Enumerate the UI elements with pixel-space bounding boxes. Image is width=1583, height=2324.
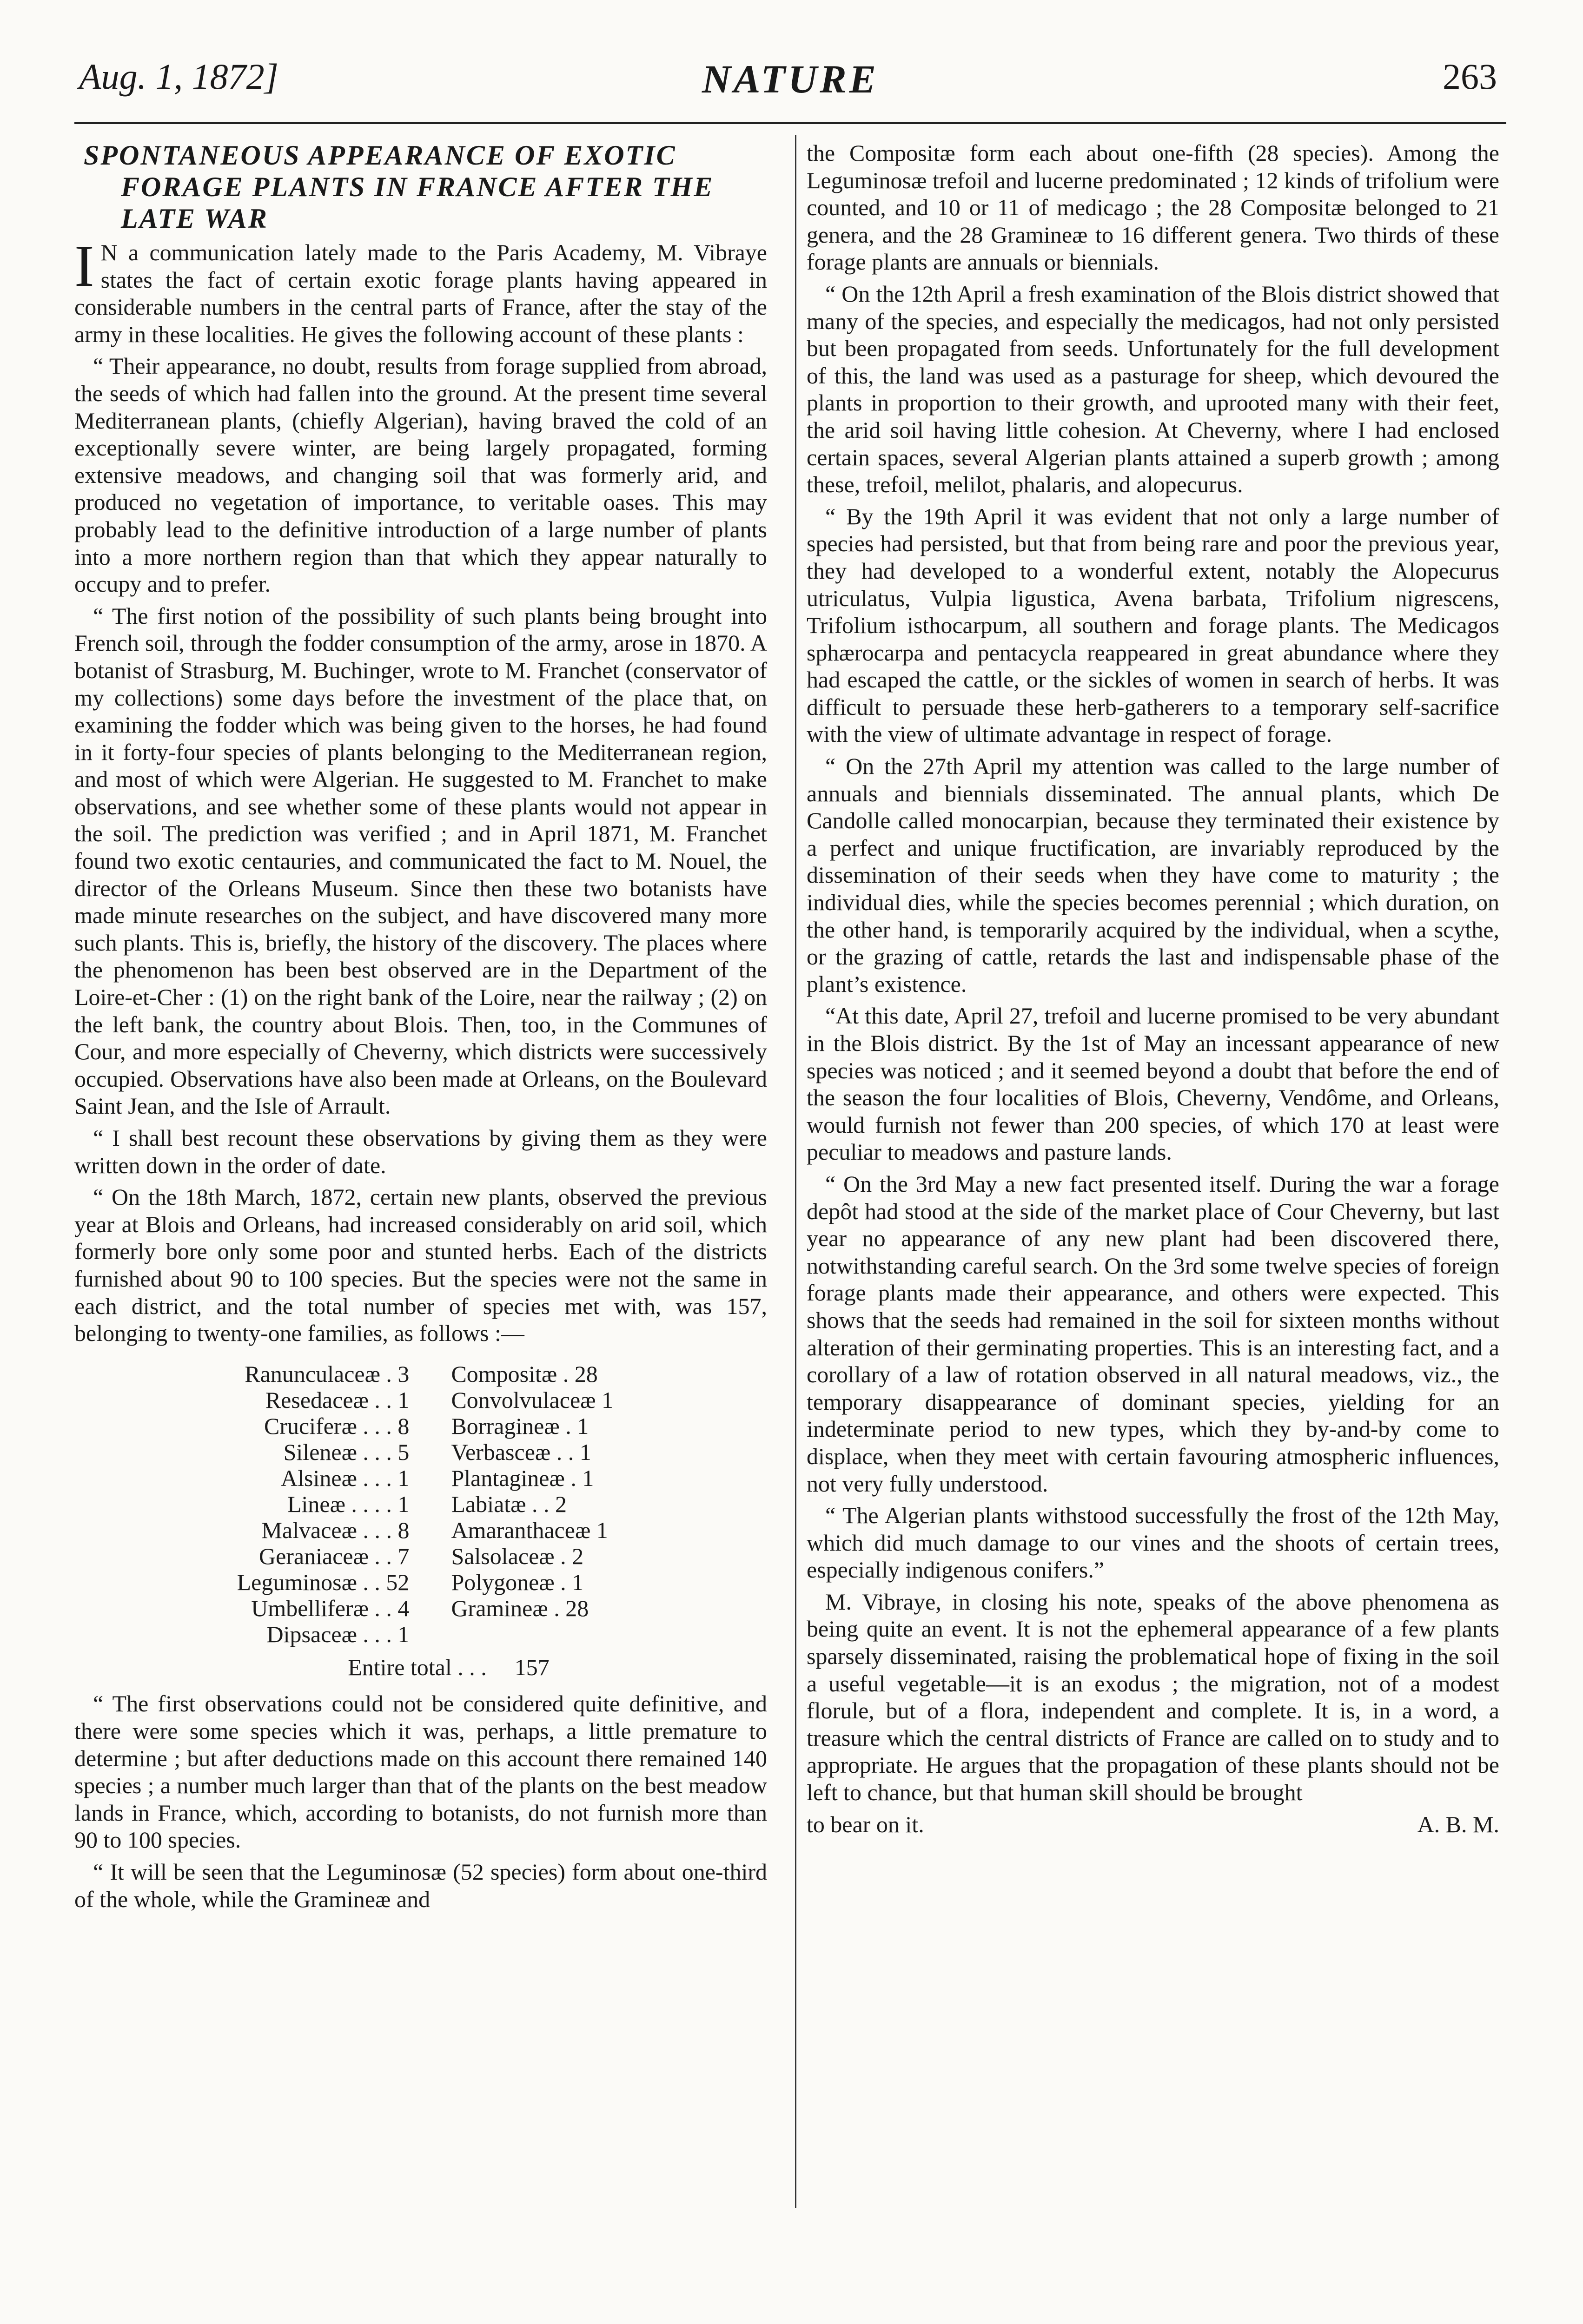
table-row: [144, 1361, 683, 1387]
table-cell: Sileneæ . . . 5: [283, 1439, 410, 1465]
table-cell: Alsineæ . . . 1: [281, 1465, 410, 1491]
drop-cap: I: [74, 233, 94, 299]
paragraph: [74, 233, 767, 348]
table-cell: Verbasceæ . . 1: [451, 1439, 591, 1465]
table-cell: Convolvulaceæ 1: [451, 1386, 613, 1413]
paragraph: “ The first observations could not be considered quite definitive, and there were some species which it was, perhaps, a little premature to determine ; but after deductions made on this account there remained 140 species ; a number much larger than that of the plants on the best meadow lands in France, which, according to botanists, do not furnish more than 90 to 100 species.: [74, 1690, 767, 1853]
article-title-line: FORAGE PLANTS IN FRANCE AFTER THE: [121, 172, 714, 202]
table-cell: Resedaceæ . . 1: [265, 1386, 410, 1413]
total-row: [130, 1654, 767, 1681]
table-cell: Plantagineæ . 1: [451, 1465, 594, 1491]
paragraph: “ On the 18th March, 1872, certain new plants, observed the previous year at Blois and Orleans, had increased considerably on arid soil, which formerly bore only some poor and stunted herbs. Each of the districts furnished about 90 to 100 species. But the species were not the same in each district, and the total number of species met with, was 157, belonging to twenty-one families, as follows :—: [74, 1184, 767, 1347]
table-row: [144, 1387, 683, 1413]
table-row: [144, 1595, 683, 1621]
paragraph-text: N a communication lately made to the Paris Academy, M. Vibraye states the fact of certain exotic forage plants having appeared in considerable numbers in the central parts of France, after the stay of the army in these localities. He gives the following account of these plants :: [74, 239, 767, 347]
total-value: 157: [514, 1654, 550, 1680]
page-number: 263: [1443, 56, 1497, 97]
table-cell: Lineæ . . . . 1: [287, 1491, 410, 1517]
total-label: Entire total . . .: [348, 1654, 487, 1680]
journal-title: NATURE: [702, 57, 879, 101]
table-cell: Amaranthaceæ 1: [451, 1517, 608, 1543]
table-cell: Umbelliferæ . . 4: [251, 1595, 410, 1621]
paragraph: the Compositæ form each about one-fifth (28 species). Among the Leguminosæ trefoil and lucerne predominated ; 12 kinds of trifolium were counted, and 10 or 11 of medicago ; the 28 Compositæ belonged to 21 genera, and the 28 Gramineæ to 16 different genera. Two thirds of these forage plants are annuals or biennials.: [807, 140, 1499, 275]
table-cell: Polygoneæ . 1: [451, 1569, 584, 1595]
paragraph: “ The Algerian plants withstood successfully the frost of the 12th May, which did much damage to our vines and the shoots of certain trees, especially indigenous conifers.”: [807, 1502, 1499, 1583]
table-row: [144, 1543, 683, 1569]
paragraph: “ By the 19th April it was evident that not only a large number of species had persisted, but that from being rare and poor the previous year, they had developed to a wonderful extent, notably the Alopecurus utriculatus, Vulpia ligustica, Avena barbata, Trifolium nigrescens, Trifolium isthocarpum, all southern and forage plants. The Medicagos sphærocarpa and pentacycla reappeared in great abundance where they had escaped the cattle, or the sickles of women in search of herbs. It was difficult to persuade these herb-gatherers to a temporary self-sacrifice with the view of ultimate advantage in respect of forage.: [807, 503, 1499, 747]
article-title-line: LATE WAR: [121, 203, 268, 234]
table-cell: Cruciferæ . . . 8: [264, 1413, 410, 1439]
table-row: [144, 1491, 683, 1517]
table-row: [144, 1621, 683, 1647]
table-cell: Ranunculaceæ . 3: [245, 1360, 410, 1387]
table-cell: Leguminosæ . . 52: [237, 1569, 410, 1595]
table-cell: Salsolaceæ . 2: [451, 1543, 584, 1569]
table-row: [144, 1569, 683, 1595]
table-row: [144, 1517, 683, 1543]
right-column: [807, 139, 1499, 1838]
table-cell: Compositæ . 28: [451, 1360, 598, 1387]
table-cell: [451, 1621, 683, 1647]
paragraph: “ Their appearance, no doubt, results from forage supplied from abroad, the seeds of which had fallen into the ground. At the present time several Mediterranean plants, (chiefly Algerian), having braved the cold of an exceptionally severe winter, are being largely propagated, forming extensive meadows, and changing soil that was formerly arid, and produced no vegetation of importance, to veritable oases. This may probably lead to the definitive introduction of a large number of plants into a more northern region than that which they appear naturally to occupy and to prefer.: [74, 353, 767, 597]
table-cell: Gramineæ . 28: [451, 1595, 589, 1621]
paragraph: “ I shall best recount these observations by giving them as they were written down in the order of date.: [74, 1125, 767, 1178]
table-cell: Borragineæ . 1: [451, 1413, 589, 1439]
table-cell: Dipsaceæ . . . 1: [266, 1621, 410, 1647]
closing-line: to bear on it.: [807, 1811, 924, 1837]
paragraph: “At this date, April 27, trefoil and lucerne promised to be very abundant in the Blois district. By the 1st of May an incessant appearance of new species was noticed ; and it seemed beyond a doubt that before the end of the season the four localities of Blois, Cheverny, Vendôme, and Orleans, would furnish not fewer than 200 species, of which 170 at least were peculiar to meadows and pasture lands.: [807, 1003, 1499, 1165]
table-cell: Geraniaceæ . . 7: [258, 1543, 410, 1569]
left-column: [74, 139, 767, 1917]
article-title-line: SPONTANEOUS APPEARANCE OF EXOTIC: [84, 140, 676, 171]
column-divider: [795, 135, 796, 2208]
paragraph: “ The first notion of the possibility of such plants being brought into French soil, through the fodder consumption of the army, arose in 1870. A botanist of Strasburg, M. Buchinger, wrote to M. Franchet (conservator of my collections) some days before the investment of the place that, on examining the fodder which was being given to the horses, he had found in it forty-four species of plants belonging to the Mediterranean region, and most of which were Algerian. He suggested to M. Franchet to make observations, and see whether some of these plants would not appear in the soil. The prediction was verified ; and in April 1871, M. Franchet found two exotic centauries, and communicated the fact to M. Nouel, the director of the Orleans Museum. Since then these two botanists have made minute researches on the subject, and have discovered many more such plants. This is, briefly, the history of the discovery. The places where the phenomenon has been best observed are in the Department of the Loire-et-Cher : (1) on the right bank of the Loire, near the railway ; (2) on the left bank, the country about Blois. Then, too, in the Communes of Cour, and more especially of Cheverny, which districts were successively occupied. Observations have also been made at Orleans, on the Boulevard Saint Jean, and the Isle of Arrault.: [74, 602, 767, 1119]
table-row: [144, 1413, 683, 1439]
paragraph: M. Vibraye, in closing his note, speaks of the above phenomena as being quite an event. It is not the ephemeral appearance of a few plants sparsely disseminated, raising the problematical hope of fixing in the soil a useful vegetable—it is an exodus ; the migration, not of a modest florule, but of a flora, independent and complete. It is, in a word, a treasure which the central districts of France are called on to study and to appropriate. He argues that the propagation of these plants should not be left to chance, but that human skill should be brought: [807, 1588, 1499, 1806]
table-cell: Labiatæ . . 2: [451, 1491, 567, 1517]
paragraph: “ On the 3rd May a new fact presented itself. During the war a forage depôt had stood at the side of the market place of Cour Cheverny, but last year no appearance of any new plant had been discovered there, notwithstanding careful search. On the 3rd some twelve species of foreign forage plants made their appearance, and others were expected. This shows that the seeds had remained in the soil for sixteen months without alteration of their germinating properties. This is an interesting fact, and a corollary of a law of rotation observed in all natural meadows, viz., the temporary disappearance of dominant species, yielding for an indeterminate period to new types, which they by-and-by come to displace, when they meet with certain favouring atmospheric influences, not very fully understood.: [807, 1170, 1499, 1497]
paragraph: “ On the 27th April my attention was called to the large number of annuals and biennials disseminated. The annual plants, which De Candolle called monocarpian, because they terminated their existence by a perfect and unique fructification, are invariably reproduced by the dissemination of their seeds when they have come to maturity ; the individual dies, while the species becomes perennial ; which duration, on the other hand, is temporarily acquired by the individual, when a scythe, or the grazing of cattle, retards the last and indispensable phase of the plant’s existence.: [807, 753, 1499, 997]
issue-date: Aug. 1, 1872]: [79, 56, 278, 97]
signature: A. B. M.: [1417, 1811, 1499, 1837]
article-title: [74, 139, 767, 234]
running-header: [74, 56, 1506, 107]
table-row: [144, 1465, 683, 1491]
paragraph: “ On the 12th April a fresh examination of the Blois district showed that many of the species, and especially the medicagos, had not only persisted but been propagated from seeds. Unfortunately for the full development of this, the land was used as a pasturage for sheep, which devoured the plants in proportion to their growth, and uprooted many with their feet, the arid soil having little cohesion. At Cheverny, where I had enclosed certain spaces, several Algerian plants attained a superb growth ; among these, trefoil, melilot, phalaris, and alopecurus.: [807, 280, 1499, 498]
paragraph: “ It will be seen that the Leguminosæ (52 species) form about one-third of the whole, while the Gramineæ and: [74, 1858, 767, 1912]
header-rule: [74, 122, 1506, 124]
table-row: [144, 1439, 683, 1465]
families-table: [144, 1361, 683, 1647]
table-cell: Malvaceæ . . . 8: [261, 1517, 410, 1543]
closing-row: [807, 1811, 1499, 1838]
